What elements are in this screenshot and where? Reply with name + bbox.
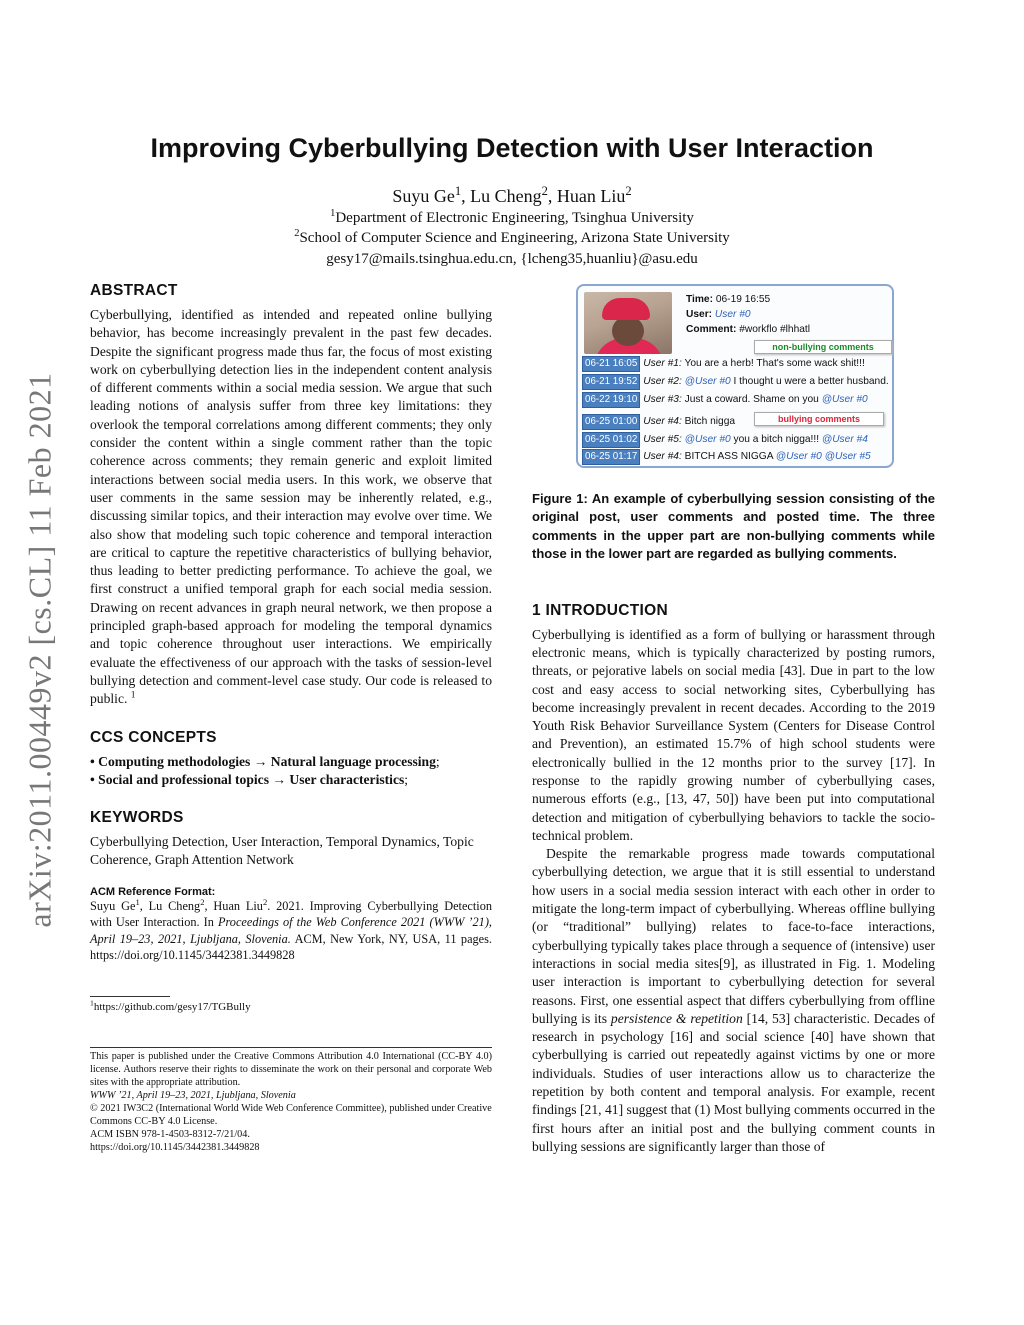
timestamp: 06-25 01:02 <box>582 432 640 448</box>
author-name: Lu Cheng <box>470 186 542 206</box>
comment-text: I thought u were a better husband. <box>730 376 889 387</box>
mention: @User #0 <box>775 451 822 462</box>
author-sup: 2 <box>625 184 632 198</box>
affiliation-text: School of Computer Science and Engineering, Arizona State University <box>299 230 730 246</box>
mention: @User #5 <box>824 451 871 462</box>
meta-value: User #0 <box>714 309 751 320</box>
comment-row <box>582 374 889 388</box>
ccs-term: Natural language processing <box>270 753 436 769</box>
mention: @User #4 <box>821 434 868 445</box>
ccs-line-1: • Computing methodologies → Natural language processing; <box>90 753 440 769</box>
arxiv-identifier-text: arXiv:2011.00449v2 [cs.CL] 11 Feb 2021 <box>21 372 58 928</box>
timestamp: 06-21 19:52 <box>582 374 640 390</box>
non-bullying-tag: non-bullying comments <box>754 340 892 354</box>
acm-venue: Proceedings of the Web Conference 2021 (WWW ’21), April 19–23, 2021, Ljubljana, Slovenia. <box>90 915 492 946</box>
photo-face <box>612 316 644 346</box>
acm-ref-heading: ACM Reference Format: <box>90 885 216 898</box>
intro-paragraph-2 <box>532 845 935 1156</box>
meta-value: #workflo #lhhatl <box>739 324 811 335</box>
arrow-icon: → <box>253 753 268 769</box>
meta-value: 06-19 16:55 <box>715 294 771 305</box>
intro-heading: 1 INTRODUCTION <box>532 601 668 619</box>
footnote-link[interactable]: https://github.com/gesy17/TGBully <box>93 1000 251 1013</box>
meta-label: Time: <box>686 294 713 305</box>
footnote-ref[interactable]: 1 <box>130 690 136 701</box>
comment-row <box>582 414 735 428</box>
keywords-heading: KEYWORDS <box>90 809 184 827</box>
ccs-term: • Computing methodologies <box>90 753 251 769</box>
author-sup: 2 <box>541 184 548 198</box>
abstract-text: Cyberbullying, identified as intended and repeated online bullying behavior, has become increasingly prevalent in the past few decades. Despite the significant progress made thus far, the focus of most existing work on cyberbullying detection lies in the independent content analysis of different comments within a social media session. We argue that such leading notions of analysis suffer from three key limitations: they overlook the temporal correlations among different comments; they only consider the content within a single comment rather than the topic coherence across comments; they remain generic and exploit limited interactions between social media users. In this work, we observe that user comments in the same session may be inherently related, e.g., discussing similar topics, and their interaction may evolve over time. We also show that modeling such topic coherence and temporal interaction are critical to capture the repetitive characteristics of bullying behavior, thus leading to better predicting performance. To achieve the goal, we first construct a unified temporal graph for each social media session. Drawing on recent advances in graph neural network, we then propose a principled graph-based approach for modeling the temporal dynamics and topic coherence throughout user interactions. We empirically evaluate the effectiveness of our approach with the tasks of session-level bullying detection and comment-level case study. Our code is released to public. <box>90 307 492 707</box>
mention: @User #0 <box>684 434 731 445</box>
timestamp: 06-21 16:05 <box>582 356 640 372</box>
license-rule <box>90 1047 492 1048</box>
comment-user: User #4: <box>643 416 682 427</box>
right-column <box>532 282 935 1156</box>
acm-ref-body <box>90 898 492 964</box>
conference-line: WWW ’21, April 19–23, 2021, Ljubljana, Slovenia <box>90 1089 296 1101</box>
keywords-body: Cyberbullying Detection, User Interaction, Temporal Dynamics, Topic Coherence, Graph Attention Network <box>90 834 474 868</box>
acm-text: . 2021. Improving Cyberbullying Detection with User Interaction. In <box>90 898 493 930</box>
comment-text: you a bitch nigga!!! <box>730 434 822 445</box>
doi-line[interactable]: https://doi.org/10.1145/3442381.3449828 <box>90 1141 260 1153</box>
intro-emphasis: persistence & repetition <box>610 1010 743 1026</box>
mention: @User #0 <box>684 376 731 387</box>
meta-label: User: <box>686 309 713 320</box>
intro-text: Despite the remarkable progress made towards computational cyberbullying detection, we argue that it is still essential to understand how users in a social media session interact with each other in order to mitigate the long-term impact of cyberbullying. Whereas offline bullying (or “traditional” bullying) relates to face-to-face interactions, cyberbullying typically takes place through a sequence of (intensive) user interactions in social media sites[9], as illustrated in Fig. 1. Modeling user interaction is important to cyberbullying detection for several reasons. First, one essential aspect that differs cyberbullying from offline bullying is its <box>532 846 935 1026</box>
acm-author: Suyu Ge <box>90 898 136 913</box>
author-sup: 1 <box>454 184 462 198</box>
post-user <box>686 307 810 322</box>
paper-title: Improving Cyberbullying Detection with User Interaction <box>150 133 874 163</box>
comment-user: User #3: <box>643 394 682 405</box>
license-text: This paper is published under the Creative Commons Attribution 4.0 International (CC-BY 4.0) license. Authors reserve their rights to disseminate the work on their personal and corporate Web sites with the appropriate attribution. <box>90 1050 492 1088</box>
author-sup: 2 <box>200 896 205 907</box>
comment-text: You are a herb! That's some wack shit!!! <box>681 358 865 369</box>
author-emails: gesy17@mails.tsinghua.edu.cn, {lcheng35,huanliu}@asu.edu <box>326 251 698 267</box>
affiliation-1 <box>90 210 934 227</box>
intro-paragraph-1: Cyberbullying is identified as a form of bullying or harassment through electronic means, which is typically characterized by posting rumors, threats, or pejorative labels on social media [43]. Due in part to the low cost and easy access to social networking sites, Cyberbullying has become increasingly prevalent in recent decades. According to the 2019 Youth Risk Behavior Surveillance System (Centers for Disease Control and Prevention), an estimated 15.7% of high school students were electronically bullied in the 12 months prior to the survey [17]. In response to the rapidly growing number of cyberbullying cases, numerous efforts (e.g., [13, 47, 50]) have been put into computational detection and mitigation of cyberbullying behaviors to tackle the socio-technical problem. <box>532 626 935 843</box>
ccs-term: • Social and professional topics <box>90 771 269 787</box>
comment-user: User #5: <box>643 434 682 445</box>
footnote-rule <box>90 996 170 997</box>
comment-user: User #1: <box>643 358 682 369</box>
timestamp: 06-22 19:10 <box>582 392 640 408</box>
comment-row <box>582 449 871 463</box>
acm-tail: ACM, New York, NY, USA, 11 pages. https://doi.org/10.1145/3442381.3449828 <box>90 931 492 963</box>
left-column <box>90 282 492 1154</box>
acm-author: , Huan Liu <box>204 898 263 913</box>
mention: @User #0 <box>821 394 868 405</box>
comment-text: Bitch nigga <box>681 416 736 427</box>
footnote-mark: 1 <box>90 998 94 1008</box>
abstract-heading: ABSTRACT <box>90 282 178 299</box>
affiliation-sup: 1 <box>330 208 336 219</box>
comment-user: User #4: <box>643 451 682 462</box>
comment-row <box>582 392 868 406</box>
author-sup: 2 <box>262 896 268 907</box>
author-list: Suyu Ge$^1$, Lu Cheng$^2$, Huan Liu$^2$ <box>392 184 632 206</box>
comment-row <box>582 356 865 370</box>
abstract-body <box>90 306 492 709</box>
acm-author: , Lu Cheng <box>139 898 201 913</box>
arrow-icon: → <box>272 771 286 787</box>
comment-text: BITCH ASS NIGGA <box>681 451 776 462</box>
ccs-term: User characteristics <box>289 771 405 787</box>
author-name: Huan Liu <box>556 186 626 206</box>
comment-row <box>582 432 868 446</box>
post-photo <box>584 292 672 354</box>
post-meta <box>686 292 810 337</box>
affiliation-2 <box>90 230 934 247</box>
timestamp: 06-25 01:17 <box>582 449 640 465</box>
copyright-line: © 2021 IW3C2 (International World Wide Web Conference Committee), published under Creative Commons CC-BY 4.0 License. <box>90 1102 492 1127</box>
ccs-line-2: • Social and professional topics → User characteristics; <box>90 771 409 787</box>
post-time <box>686 292 810 307</box>
post-comment <box>686 322 810 337</box>
meta-label: Comment: <box>686 324 737 335</box>
affiliation-sup: 2 <box>294 228 300 239</box>
author-name: Suyu Ge <box>392 186 455 206</box>
affiliation-text: Department of Electronic Engineering, Tsinghua University <box>335 210 694 226</box>
intro-text: [14, 53] characteristic. Decades of research in psychology [16] and social science [40] have shown that cyberbullying is carried out repeatedly against victims by one or more individuals. Studies of user interactions allow us to characterize the repetition by both content and temporal analysis. For example, recent findings [21, 41] suggest that (1) Most bullying comments occurred in the first hours after an initial post and the bullying comment counts in bullying sessions are significantly larger than those of <box>532 1010 936 1154</box>
bullying-tag: bullying comments <box>754 412 884 426</box>
author-sup: 1 <box>135 896 140 907</box>
comment-text: Just a coward. Shame on you <box>681 394 822 405</box>
footnote <box>90 998 492 1013</box>
license-block <box>90 1050 492 1154</box>
timestamp: 06-25 01:00 <box>582 414 640 430</box>
figure-1 <box>576 284 894 468</box>
isbn-line: ACM ISBN 978-1-4503-8312-7/21/04. <box>90 1128 250 1140</box>
arxiv-identifier <box>10 360 70 940</box>
photo-cap <box>602 298 650 320</box>
ccs-heading: CCS CONCEPTS <box>90 728 217 746</box>
figure-caption: Figure 1: An example of cyberbullying session consisting of the original post, user comments and posted time. The three comments in the upper part are non-bullying comments while those in the lower part are regarded as bullying comments. <box>532 491 935 562</box>
comment-user: User #2: <box>643 376 682 387</box>
